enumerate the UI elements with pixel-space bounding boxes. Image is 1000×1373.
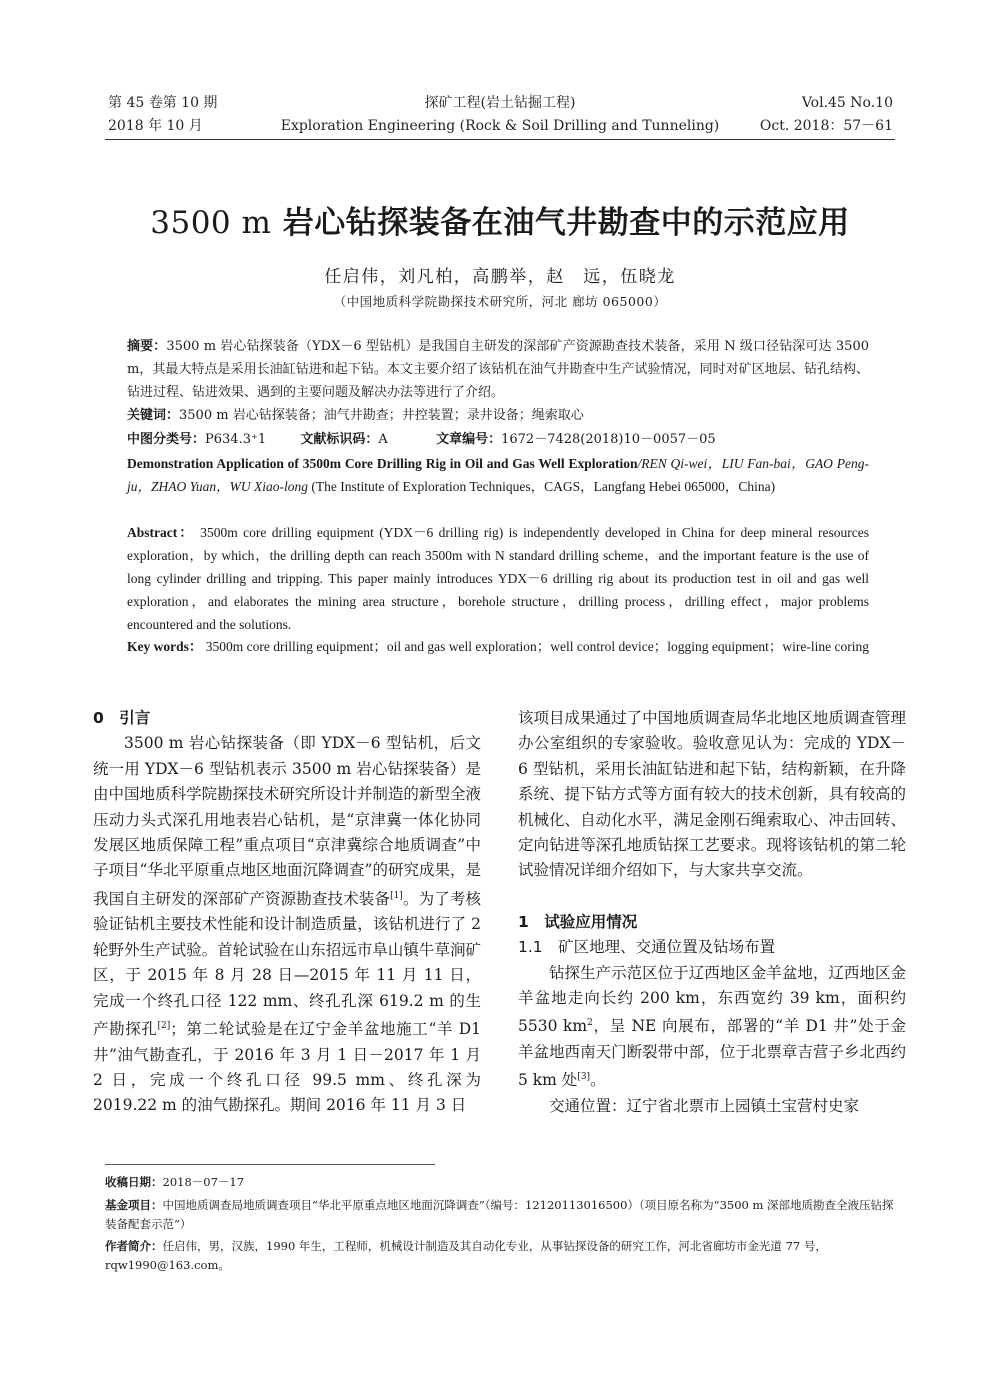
keywords-cn-label: 关键词：: [127, 408, 180, 423]
keywords-cn: [127, 404, 869, 427]
left-column: [93, 706, 481, 1119]
english-title-block: [127, 452, 869, 498]
header-journal-en: Exploration Engineering (Rock & Soil Drilling and Tunneling): [280, 118, 720, 134]
ref-2: [2]: [157, 1021, 171, 1032]
article-value: 1672－7428(2018)10－0057－05: [501, 432, 716, 447]
keywords-en-text: 3500m core drilling equipment；oil and gas well exploration；well control device；logging equipment；wire-line coring: [205, 639, 869, 654]
received-label: 收稿日期：: [105, 1175, 163, 1189]
intro-text-b: 。为了考核验证钻机主要技术性能和设计制造质量，该钻机进行了 2 轮野外生产试验。首轮试验在山东招远市阜山镇牛草涧矿区，于 2015 年 8 月 28 日—2015 年 11 月 11 日，完成一个终孔口径 122 mm、终孔孔深 619.2 m 的生产勘探孔: [93, 890, 481, 1039]
abstract-cn-label: 摘要：: [127, 339, 167, 354]
class-value: P634.3⁺1: [205, 432, 267, 447]
footnote-rule: [105, 1164, 435, 1165]
keywords-en: [127, 635, 869, 658]
right-paragraph-2: [518, 961, 906, 1094]
abstract-en-text: 3500m core drilling equipment (YDX－6 drilling rig) is independently developed in China for deep mineral resources exploration，by which，the drilling depth can reach 3500m with N standard drilling scheme，and the important feature is the use of long cylinder drilling and tripping. This paper mainly introduces YDX－6 drilling rig about its production test in oil and gas well exploration，and elaborates the mining area structure，borehole structure，drilling process，drilling effect，major problems encountered and the solutions.: [127, 525, 869, 632]
intro-text-a: 3500 m 岩心钻探装备（即 YDX－6 型钻机，后文统一用 YDX－6 型钻机表示 3500 m 岩心钻探装备）是由中国地质科学院勘探技术研究所设计并制造的新型全液压动力头式深孔用地表岩心钻机，是“京津冀一体化协同发展区地质保障工程”重点项目“京津冀综合地质调查”中子项目“华北平原重点地区地面沉降调查”的研究成果，是我国自主研发的深部矿产资源勘查技术装备: [93, 734, 481, 908]
doc-value: A: [378, 432, 388, 447]
footnote-author: [105, 1237, 905, 1275]
location-text-a: 钻探生产示范区位于辽西地区金羊盆地，辽西地区金羊盆地走向长约 200 km，东西宽约 39 km，面积约 5530 km: [518, 963, 906, 1036]
header-rule: [105, 139, 895, 140]
english-affiliation: (The Institute of Exploration Techniques，CAGS，Langfang Hebei 065000，China): [311, 479, 776, 494]
header-vol-en: Vol.45 No.10: [801, 95, 893, 111]
abstract-en: [127, 521, 869, 636]
location-text-c: 。: [590, 1071, 606, 1090]
section-1-title: 1 试验应用情况: [518, 912, 638, 931]
ref-1: [1]: [390, 890, 403, 901]
section-0-title: 0 引言: [93, 709, 151, 727]
header-pages: Oct. 2018：57－61: [759, 118, 893, 134]
author-label: 作者简介：: [105, 1239, 163, 1253]
header-date: 2018 年 10 月: [108, 118, 203, 134]
received-date: 2018－07－17: [162, 1175, 245, 1189]
right-paragraph-1: 该项目成果通过了中国地质调查局华北地区地质调查管理办公室组织的专家验收。验收意见认为：完成的 YDX－6 型钻机，采用长油缸钻进和起下钻，结构新颖，在升降系统、提下钻方式等方面有较大的技术创新，具有较高的机械化、自动化水平，满足金刚石绳索取心、冲击回转、定向钻进等深孔地质钻探工艺要求。现将该钻机的第二轮试验情况详细介绍如下，与大家共享交流。: [518, 709, 906, 880]
footnote-fund: [105, 1196, 905, 1234]
fund-label: 基金项目：: [105, 1198, 163, 1212]
section-1-1-title: 1.1 矿区地理、交通位置及钻场布置: [518, 938, 776, 957]
authors: 任启伟，刘凡柏，高鹏举，赵 远，伍晓龙: [324, 267, 676, 287]
abstract-en-label: Abstract：: [127, 525, 195, 540]
location-text-b: ，呈 NE 向展布，部署的“羊 D1 井”处于金羊盆地西南天门断裂带中部，位于北票章吉营子乡北西约 5 km 处: [518, 1017, 906, 1090]
title-number: 3500 m: [150, 205, 272, 241]
footnote-received: [105, 1173, 905, 1192]
superscript-2: 2: [587, 1018, 593, 1029]
author-text: 任启伟，男，汉族，1990 年生，工程师，机械设计制造及其自动化专业，从事钻探设备的研究工作，河北省廊坊市金光道 77 号，rqw1990@163.com。: [105, 1239, 827, 1272]
title-text: 岩心钻探装备在油气井勘查中的示范应用: [271, 205, 850, 241]
keywords-en-label: Key words：: [127, 639, 203, 654]
class-label: 中图分类号：: [127, 432, 206, 447]
english-title: Demonstration Application of 3500m Core Drilling Rig in Oil and Gas Well Exploration: [127, 456, 638, 471]
keywords-cn-text: 3500 m 岩心钻探装备；油气井勘查；井控装置；录井设备；绳索取心: [179, 408, 584, 423]
article-label: 文章编号：: [436, 432, 502, 447]
intro-text-c: ；第二轮试验是在辽宁金羊盆地施工“羊 D1 井”油气勘查孔，于 2016 年 3 月 1 日－2017 年 1 月 2 日，完成一个终孔口径 99.5 mm、终孔深为 2019.22 m 的油气勘探孔。期间 2016 年 11 月 3 日: [93, 1020, 481, 1115]
affiliation: （中国地质科学院勘探技术研究所，河北 廊坊 065000）: [333, 294, 667, 309]
abstract-cn-text: 3500 m 岩心钻探装备（YDX－6 型钻机）是我国自主研发的深部矿产资源勘查技术装备，采用 N 级口径钻深可达 3500 m，其最大特点是采用长油缸钻进和起下钻。本文主要介绍了该钻机在油气井勘查中生产试验情况，同时对矿区地层、钻孔结构、钻进过程、钻进效果、遇到的主要问题及解决办法等进行了介绍。: [127, 339, 869, 400]
english-authors: /REN Qi-wei，LIU Fan-bai，GAO Peng-ju，ZHAO Yuan，WU Xiao-long: [127, 456, 869, 494]
right-column: [518, 706, 906, 1119]
abstract-cn: [127, 335, 869, 404]
right-paragraph-3: 交通位置：辽宁省北票市上园镇土宝营村史家: [549, 1097, 860, 1115]
paper-title: [0, 197, 1000, 242]
ref-3: [3]: [577, 1072, 591, 1083]
fund-text: 中国地质调查局地质调查项目“华北平原重点地区地面沉降调查”（编号：12120113016500）（项目原名称为“3500 m 深部地质勘查全液压钻探装备配套示范”）: [105, 1198, 894, 1231]
doc-label: 文献标识码：: [300, 432, 379, 447]
section-0-paragraph: [93, 731, 481, 1118]
classification-row: [127, 428, 869, 451]
header-journal-cn: 探矿工程(岩土钻掘工程): [424, 95, 576, 111]
header-volume: 第 45 卷第 10 期: [108, 95, 218, 111]
